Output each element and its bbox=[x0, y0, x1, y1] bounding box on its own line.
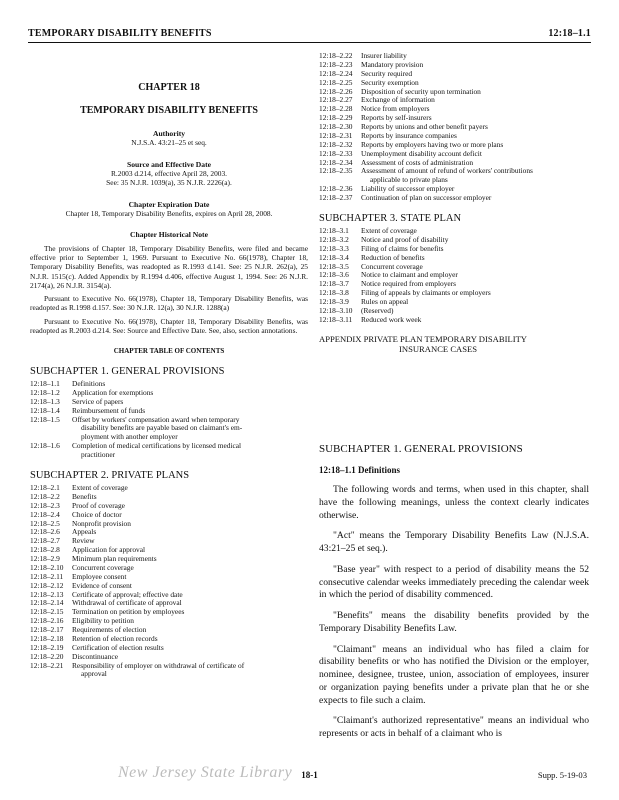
toc-entry bbox=[319, 167, 589, 185]
toc-title-continuation: approval bbox=[81, 669, 107, 679]
toc-section-number: 12:18–2.4 bbox=[30, 509, 60, 519]
toc-section-number: 12:18–1.6 bbox=[30, 441, 60, 451]
toc-section-number: 12:18–2.10 bbox=[30, 562, 64, 572]
toc-section-title: Concurrent coverage bbox=[72, 562, 134, 572]
toc-entry bbox=[319, 194, 589, 203]
toc-section-title: Disposition of security upon termination bbox=[361, 86, 481, 96]
toc-section-title: Requirements of election bbox=[72, 625, 147, 635]
header-section: 12:18–1.1 bbox=[548, 28, 591, 39]
toc-entry bbox=[319, 61, 589, 70]
page-number: 18-1 bbox=[301, 770, 318, 780]
right-column bbox=[319, 52, 589, 741]
toc-title-continuation: disability benefits are payable based on claimant's em- bbox=[81, 423, 243, 433]
subchapter-3-toc bbox=[319, 227, 589, 325]
toc-section-title: Exchange of information bbox=[361, 95, 435, 105]
toc-entry bbox=[319, 96, 589, 105]
toc-section-number: 12:18–2.27 bbox=[319, 95, 353, 105]
toc-section-number: 12:18–2.7 bbox=[30, 536, 60, 546]
authority-heading: Authority bbox=[152, 129, 186, 138]
chapter-number: CHAPTER 18 bbox=[138, 82, 200, 93]
toc-section-title: Unemployment disability account deficit bbox=[361, 148, 482, 158]
header-title: TEMPORARY DISABILITY BENEFITS bbox=[28, 28, 212, 39]
toc-section-title: Concurrent coverage bbox=[361, 261, 423, 271]
toc-entry bbox=[319, 298, 589, 307]
history-paragraph-2: Pursuant to Executive No. 66(1978), Chapter 18, Temporary Disability Benefits, was readopted as R.1998 d.157. See: 30 N.J.R. 12(a), 30 N.J.R. 1288(a) bbox=[30, 294, 308, 313]
toc-section-number: 12:18–2.17 bbox=[30, 625, 64, 635]
toc-section-title: Withdrawal of certificate of approval bbox=[72, 598, 182, 608]
toc-section-title: Certificate of approval; effective date bbox=[72, 589, 183, 599]
toc-entry bbox=[319, 307, 589, 316]
toc-section-number: 12:18–2.29 bbox=[319, 113, 353, 123]
source-heading: Source and Effective Date bbox=[126, 159, 211, 169]
toc-section-title: Nonprofit provision bbox=[72, 518, 131, 528]
toc-section-title: Appeals bbox=[72, 527, 97, 537]
toc-section-title: Filing of claims for benefits bbox=[361, 243, 444, 253]
toc-entry bbox=[319, 227, 589, 236]
toc-section-title: Notice from employers bbox=[361, 104, 430, 114]
toc-section-title: Review bbox=[72, 536, 95, 546]
toc-section-number: 12:18–1.1 bbox=[30, 379, 60, 389]
source-line-1: R.2003 d.214, effective April 28, 2003. bbox=[110, 169, 228, 179]
toc-section-number: 12:18–2.31 bbox=[319, 130, 353, 140]
toc-section-title: Discontinuance bbox=[72, 651, 118, 661]
toc-section-number: 12:18–3.7 bbox=[319, 279, 349, 289]
toc-section-title: Benefits bbox=[72, 491, 97, 501]
toc-section-number: 12:18–2.14 bbox=[30, 598, 64, 608]
toc-section-number: 12:18–2.13 bbox=[30, 589, 64, 599]
subchapter-2-toc bbox=[30, 484, 308, 679]
toc-section-number: 12:18–2.5 bbox=[30, 518, 60, 528]
toc-section-title: Certification of election results bbox=[72, 642, 164, 652]
toc-section-number: 12:18–2.23 bbox=[319, 59, 353, 69]
toc-title-continuation: applicable to private plans bbox=[370, 175, 448, 185]
toc-section-title: Proof of coverage bbox=[72, 500, 125, 510]
body-paragraph-6: "Claimant's authorized representative" means an individual who represents or acts in behalf of a claimant who is bbox=[319, 715, 589, 740]
toc-section-title: Mandatory provision bbox=[361, 59, 424, 69]
toc-section-number: 12:18–2.36 bbox=[319, 184, 353, 194]
toc-section-number: 12:18–1.5 bbox=[30, 414, 60, 424]
toc-section-title: Reports by unions and other benefit payers bbox=[361, 122, 488, 131]
subchapter-1-toc bbox=[30, 380, 308, 460]
toc-section-number: 12:18–2.28 bbox=[319, 104, 353, 114]
toc-section-number: 12:18–1.2 bbox=[30, 387, 60, 397]
body-paragraph-5: "Claimant" means an individual who has filed a claim for disability benefits or who has notified the Division or the employer, nominee, designee, trustee, union, association of employees, insurer or organization paying benefits under a private plan that he or she expects to file such a claim. bbox=[319, 643, 589, 706]
history-paragraph-1: The provisions of Chapter 18, Temporary Disability Benefits, were filed and became effective prior to September 1, 1969. Pursuant to Executive No. 66(1978), Chapter 18, Temporary Disability Benefits, was readopted as R.1993 d.141. See: 25 N.J.R. 262(a), 25 N.J.R. 1515(c). Added Appendix by R.1994 d.406, effective August 1, 1994. See: 26 N.J.R. 2174(a), 26 N.J.R. 3154(a). bbox=[30, 243, 308, 290]
toc-section-title: Notice and proof of disability bbox=[361, 234, 449, 244]
toc-title-continuation: ployment with another employer bbox=[81, 432, 178, 442]
toc-section-number: 12:18–3.5 bbox=[319, 261, 349, 271]
toc-section-number: 12:18–3.1 bbox=[319, 226, 349, 235]
toc-section-title: Liability of successor employer bbox=[361, 184, 455, 194]
toc-section-title: Offset by workers' compensation award when temporary disability benefits are payable based on claimant's em- ployment with another employer bbox=[72, 416, 308, 443]
history-heading: Chapter Historical Note bbox=[130, 230, 208, 240]
toc-section-title: Extent of coverage bbox=[72, 483, 128, 493]
toc-section-title: Filing of appeals by claimants or employers bbox=[361, 288, 491, 298]
toc-entry bbox=[319, 316, 589, 325]
toc-section-number: 12:18–2.30 bbox=[319, 122, 353, 131]
toc-section-title: Eligibility to petition bbox=[72, 616, 134, 626]
expiration-text: Chapter 18, Temporary Disability Benefits, expires on April 28, 2008. bbox=[65, 209, 273, 219]
chapter-title: TEMPORARY DISABILITY BENEFITS bbox=[80, 104, 258, 116]
toc-section-number: 12:18–3.4 bbox=[319, 252, 349, 262]
body-paragraph-3: "Base year" with respect to a period of disability means the 52 consecutive calendar weeks immediately preceding the calendar week in which the period of disability commenced. bbox=[319, 563, 589, 601]
subchapter-2-heading: SUBCHAPTER 2. PRIVATE PLANS bbox=[30, 469, 190, 481]
toc-section-title: Employee consent bbox=[72, 571, 127, 581]
expiration-heading: Chapter Expiration Date bbox=[128, 199, 210, 209]
toc-section-number: 12:18–2.2 bbox=[30, 491, 60, 501]
toc-section-number: 12:18–2.9 bbox=[30, 554, 60, 564]
toc-section-number: 12:18–3.10 bbox=[319, 305, 353, 315]
toc-section-number: 12:18–2.33 bbox=[319, 148, 353, 158]
toc-entry bbox=[319, 70, 589, 79]
section-title: 12:18–1.1 Definitions bbox=[319, 464, 400, 475]
toc-section-number: 12:18–2.21 bbox=[30, 660, 64, 670]
appendix-line-1: APPENDIX PRIVATE PLAN TEMPORARY DISABILITY bbox=[319, 333, 528, 344]
toc-section-title: (Reserved) bbox=[361, 305, 394, 315]
appendix-line-2: INSURANCE CASES bbox=[399, 344, 478, 355]
toc-section-number: 12:18–2.32 bbox=[319, 139, 353, 149]
toc-section-title: Application for approval bbox=[72, 545, 146, 555]
toc-section-number: 12:18–3.9 bbox=[319, 297, 349, 306]
toc-section-number: 12:18–2.35 bbox=[319, 166, 353, 176]
toc-section-number: 12:18–1.4 bbox=[30, 405, 60, 415]
toc-section-number: 12:18–2.25 bbox=[319, 77, 353, 87]
toc-section-number: 12:18–2.24 bbox=[319, 68, 353, 78]
section-body bbox=[319, 484, 589, 741]
toc-section-number: 12:18–2.1 bbox=[30, 483, 60, 493]
toc-section-title: Reports by self-insurers bbox=[361, 113, 432, 123]
toc-section-number: 12:18–3.2 bbox=[319, 234, 349, 244]
toc-section-number: 12:18–2.3 bbox=[30, 500, 60, 510]
history-paragraph-3: Pursuant to Executive No. 66(1978), Chapter 18, Temporary Disability Benefits, was readopted as R.2003 d.214. See: Source and Effective Date. See, also, section annotations. bbox=[30, 316, 308, 335]
toc-section-number: 12:18–2.6 bbox=[30, 527, 60, 537]
toc-section-number: 12:18–2.22 bbox=[319, 51, 353, 60]
toc-section-title: Continuation of plan on successor employer bbox=[361, 193, 492, 202]
toc-section-number: 12:18–2.12 bbox=[30, 580, 64, 590]
library-watermark: New Jersey State Library bbox=[118, 764, 293, 781]
body-paragraph-2: "Act" means the Temporary Disability Benefits Law (N.J.S.A. 43:21–25 et seq.). bbox=[319, 530, 589, 555]
toc-entry bbox=[319, 289, 589, 298]
toc-section-number: 12:18–2.11 bbox=[30, 571, 64, 581]
toc-section-title: Notice to claimant and employer bbox=[361, 270, 458, 280]
toc-entry bbox=[30, 442, 308, 460]
subchapter-1-title: SUBCHAPTER 1. GENERAL PROVISIONS bbox=[319, 443, 523, 456]
toc-section-title: Service of papers bbox=[72, 396, 124, 406]
toc-section-number: 12:18–2.19 bbox=[30, 642, 64, 652]
header-rule bbox=[28, 42, 591, 43]
toc-section-title: Notice required from employers bbox=[361, 279, 457, 289]
toc-heading: CHAPTER TABLE OF CONTENTS bbox=[113, 347, 225, 356]
toc-section-title: Insurer liability bbox=[361, 51, 407, 60]
subchapter-3-heading: SUBCHAPTER 3. STATE PLAN bbox=[319, 212, 462, 224]
toc-section-title: Responsibility of employer on withdrawal of certificate of approval bbox=[72, 662, 308, 680]
toc-section-number: 12:18–2.18 bbox=[30, 633, 64, 643]
toc-section-title: Minimum plan requirements bbox=[72, 554, 157, 564]
subchapter-1-heading: SUBCHAPTER 1. GENERAL PROVISIONS bbox=[30, 365, 225, 377]
toc-section-number: 12:18–2.16 bbox=[30, 616, 64, 626]
body-paragraph-4: "Benefits" means the disability benefits provided by the Temporary Disability Benefits Law. bbox=[319, 610, 589, 634]
left-column bbox=[30, 52, 308, 679]
source-line-2: See: 35 N.J.R. 1039(a), 35 N.J.R. 2226(a). bbox=[106, 178, 232, 188]
toc-section-title: Reports by insurance companies bbox=[361, 130, 457, 140]
toc-section-title: Extent of coverage bbox=[361, 226, 417, 235]
subchapter-2-toc-continued bbox=[319, 52, 589, 203]
toc-section-number: 12:18–3.11 bbox=[319, 314, 353, 324]
toc-section-title: Definitions bbox=[72, 379, 106, 389]
toc-section-title: Assessment of costs of administration bbox=[361, 157, 474, 167]
toc-section-number: 12:18–3.3 bbox=[319, 243, 349, 253]
toc-entry bbox=[30, 416, 308, 443]
toc-section-title: Choice of doctor bbox=[72, 509, 122, 519]
toc-entry bbox=[319, 245, 589, 254]
toc-entry bbox=[319, 52, 589, 61]
appendix-entry bbox=[319, 334, 589, 355]
toc-section-number: 12:18–3.6 bbox=[319, 270, 349, 280]
toc-section-number: 12:18–2.26 bbox=[319, 86, 353, 96]
toc-title-continuation: practitioner bbox=[81, 450, 116, 460]
authority-text: N.J.S.A. 43:21–25 et seq. bbox=[131, 138, 207, 148]
toc-entry bbox=[319, 105, 589, 114]
toc-section-number: 12:18–2.15 bbox=[30, 607, 64, 617]
body-paragraph-1: The following words and terms, when used in this chapter, shall have the following meanings, unless the context clearly indicates otherwise. bbox=[319, 484, 589, 521]
running-header bbox=[28, 28, 591, 42]
toc-section-title: Completion of medical certifications by licensed medical practitioner bbox=[72, 442, 308, 460]
toc-section-title: Evidence of consent bbox=[72, 580, 132, 590]
toc-entry bbox=[319, 236, 589, 245]
toc-section-title: Reports by employers having two or more plans bbox=[361, 139, 504, 149]
toc-section-number: 12:18–2.8 bbox=[30, 545, 60, 555]
toc-entry bbox=[319, 254, 589, 263]
toc-section-title: Application for exemptions bbox=[72, 387, 154, 397]
toc-section-title: Retention of election records bbox=[72, 633, 158, 643]
toc-section-number: 12:18–2.37 bbox=[319, 193, 353, 202]
toc-section-title: Reduced work week bbox=[361, 314, 422, 324]
toc-section-number: 12:18–1.3 bbox=[30, 396, 60, 406]
toc-section-title: Rules on appeal bbox=[361, 297, 409, 306]
toc-section-number: 12:18–3.8 bbox=[319, 288, 349, 298]
toc-section-title: Termination on petition by employees bbox=[72, 607, 185, 617]
toc-section-title: Reimbursement of funds bbox=[72, 405, 146, 415]
toc-entry bbox=[319, 88, 589, 97]
toc-section-title: Assessment of amount of refund of workers' contributions applicable to private plans bbox=[361, 167, 589, 185]
toc-section-title: Reduction of benefits bbox=[361, 252, 425, 262]
toc-section-title: Security exemption bbox=[361, 77, 419, 87]
toc-section-number: 12:18–2.20 bbox=[30, 651, 64, 661]
supplement-date: Supp. 5-19-03 bbox=[537, 770, 587, 780]
toc-section-title: Security required bbox=[361, 68, 413, 78]
toc-section-number: 12:18–2.34 bbox=[319, 157, 353, 167]
toc-entry bbox=[30, 662, 308, 680]
